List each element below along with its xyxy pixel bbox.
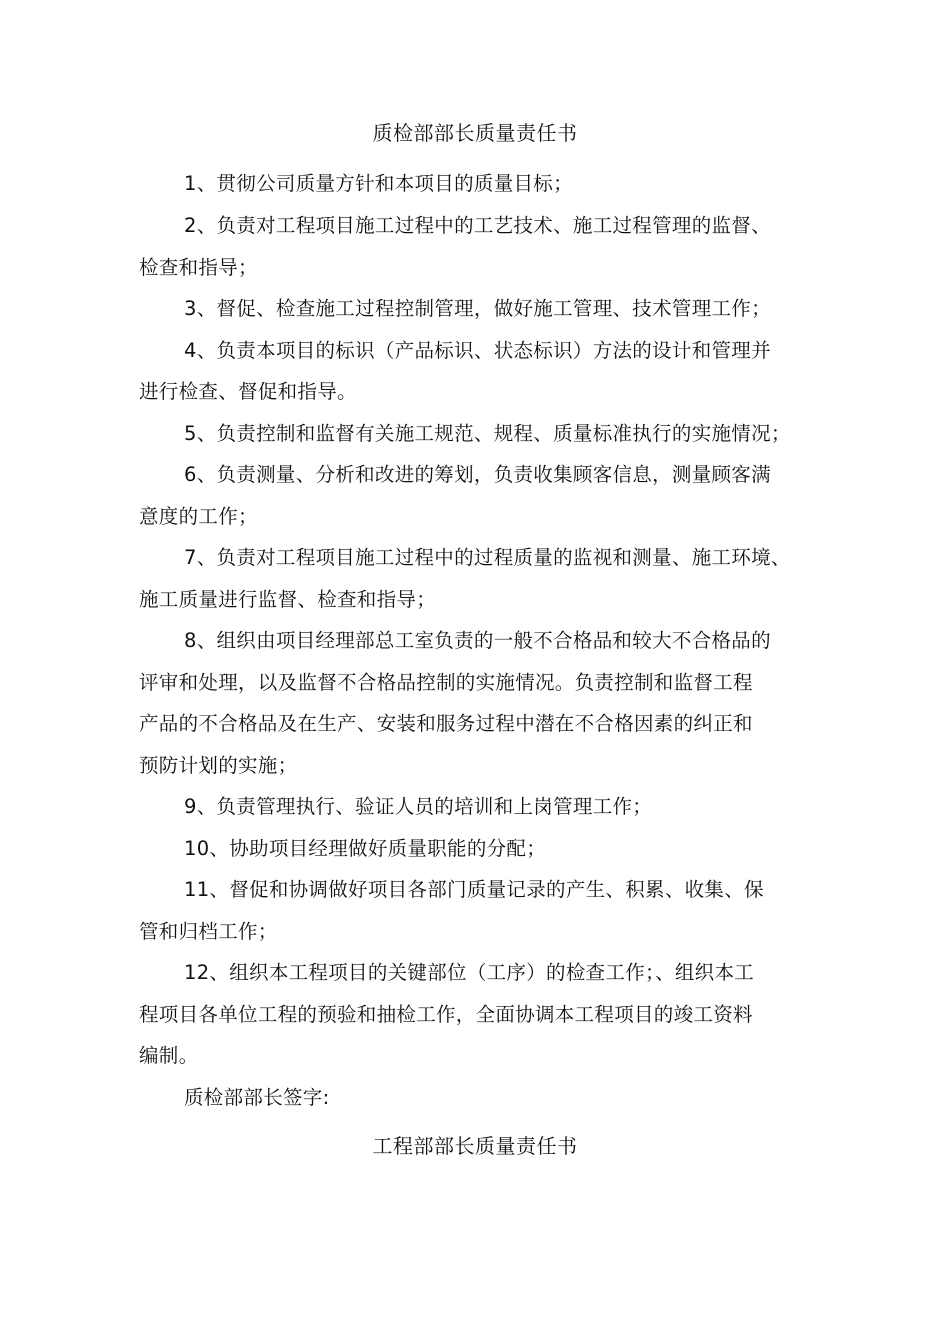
paragraph-line: 进行检查、督促和指导。 bbox=[139, 380, 357, 403]
paragraph-line: 10、协助项目经理做好质量职能的分配； bbox=[184, 837, 547, 860]
paragraph-line: 5、负责控制和监督有关施工规范、规程、质量标准执行的实施情况； bbox=[184, 422, 791, 445]
paragraph-line: 8、组织由项目经理部总工室负责的一般不合格品和较大不合格品的 bbox=[184, 629, 771, 652]
paragraph-line: 7、负责对工程项目施工过程中的过程质量的监视和测量、施工环境、 bbox=[184, 546, 791, 569]
paragraph-line: 检查和指导； bbox=[139, 256, 258, 279]
signature-label: 质检部部长签字: bbox=[184, 1086, 330, 1109]
paragraph-line: 预防计划的实施； bbox=[139, 754, 298, 777]
paragraph-line: 2、负责对工程项目施工过程中的工艺技术、施工过程管理的监督、 bbox=[184, 214, 771, 237]
document-title: 质检部部长质量责任书 bbox=[372, 121, 578, 145]
paragraph-line: 3、督促、检查施工过程控制管理，做好施工管理、技术管理工作； bbox=[184, 297, 771, 320]
paragraph-line: 9、负责管理执行、验证人员的培训和上岗管理工作； bbox=[184, 795, 653, 818]
paragraph-line: 施工质量进行监督、检查和指导； bbox=[139, 588, 437, 611]
paragraph-line: 4、负责本项目的标识（产品标识、状态标识）方法的设计和管理并 bbox=[184, 339, 771, 362]
paragraph-line: 评审和处理，以及监督不合格品控制的实施情况。负责控制和监督工程 bbox=[139, 671, 753, 694]
paragraph-line: 12、组织本工程项目的关键部位（工序）的检查工作；、组织本工 bbox=[184, 961, 755, 984]
paragraph-line: 编制。 bbox=[139, 1044, 199, 1067]
paragraph-line: 11、督促和协调做好项目各部门质量记录的产生、积累、收集、保 bbox=[184, 878, 764, 901]
paragraph-line: 管和归档工作； bbox=[139, 920, 278, 943]
paragraph-line: 6、负责测量、分析和改进的筹划，负责收集顾客信息，测量顾客满 bbox=[184, 463, 771, 486]
section-title: 工程部部长质量责任书 bbox=[372, 1134, 578, 1158]
paragraph-line: 1、贯彻公司质量方针和本项目的质量目标； bbox=[184, 172, 573, 195]
paragraph-line: 意度的工作； bbox=[139, 505, 258, 528]
paragraph-line: 产品的不合格品及在生产、安装和服务过程中潜在不合格因素的纠正和 bbox=[139, 712, 753, 735]
paragraph-line: 程项目各单位工程的预验和抽检工作，全面协调本工程项目的竣工资料 bbox=[139, 1003, 753, 1026]
